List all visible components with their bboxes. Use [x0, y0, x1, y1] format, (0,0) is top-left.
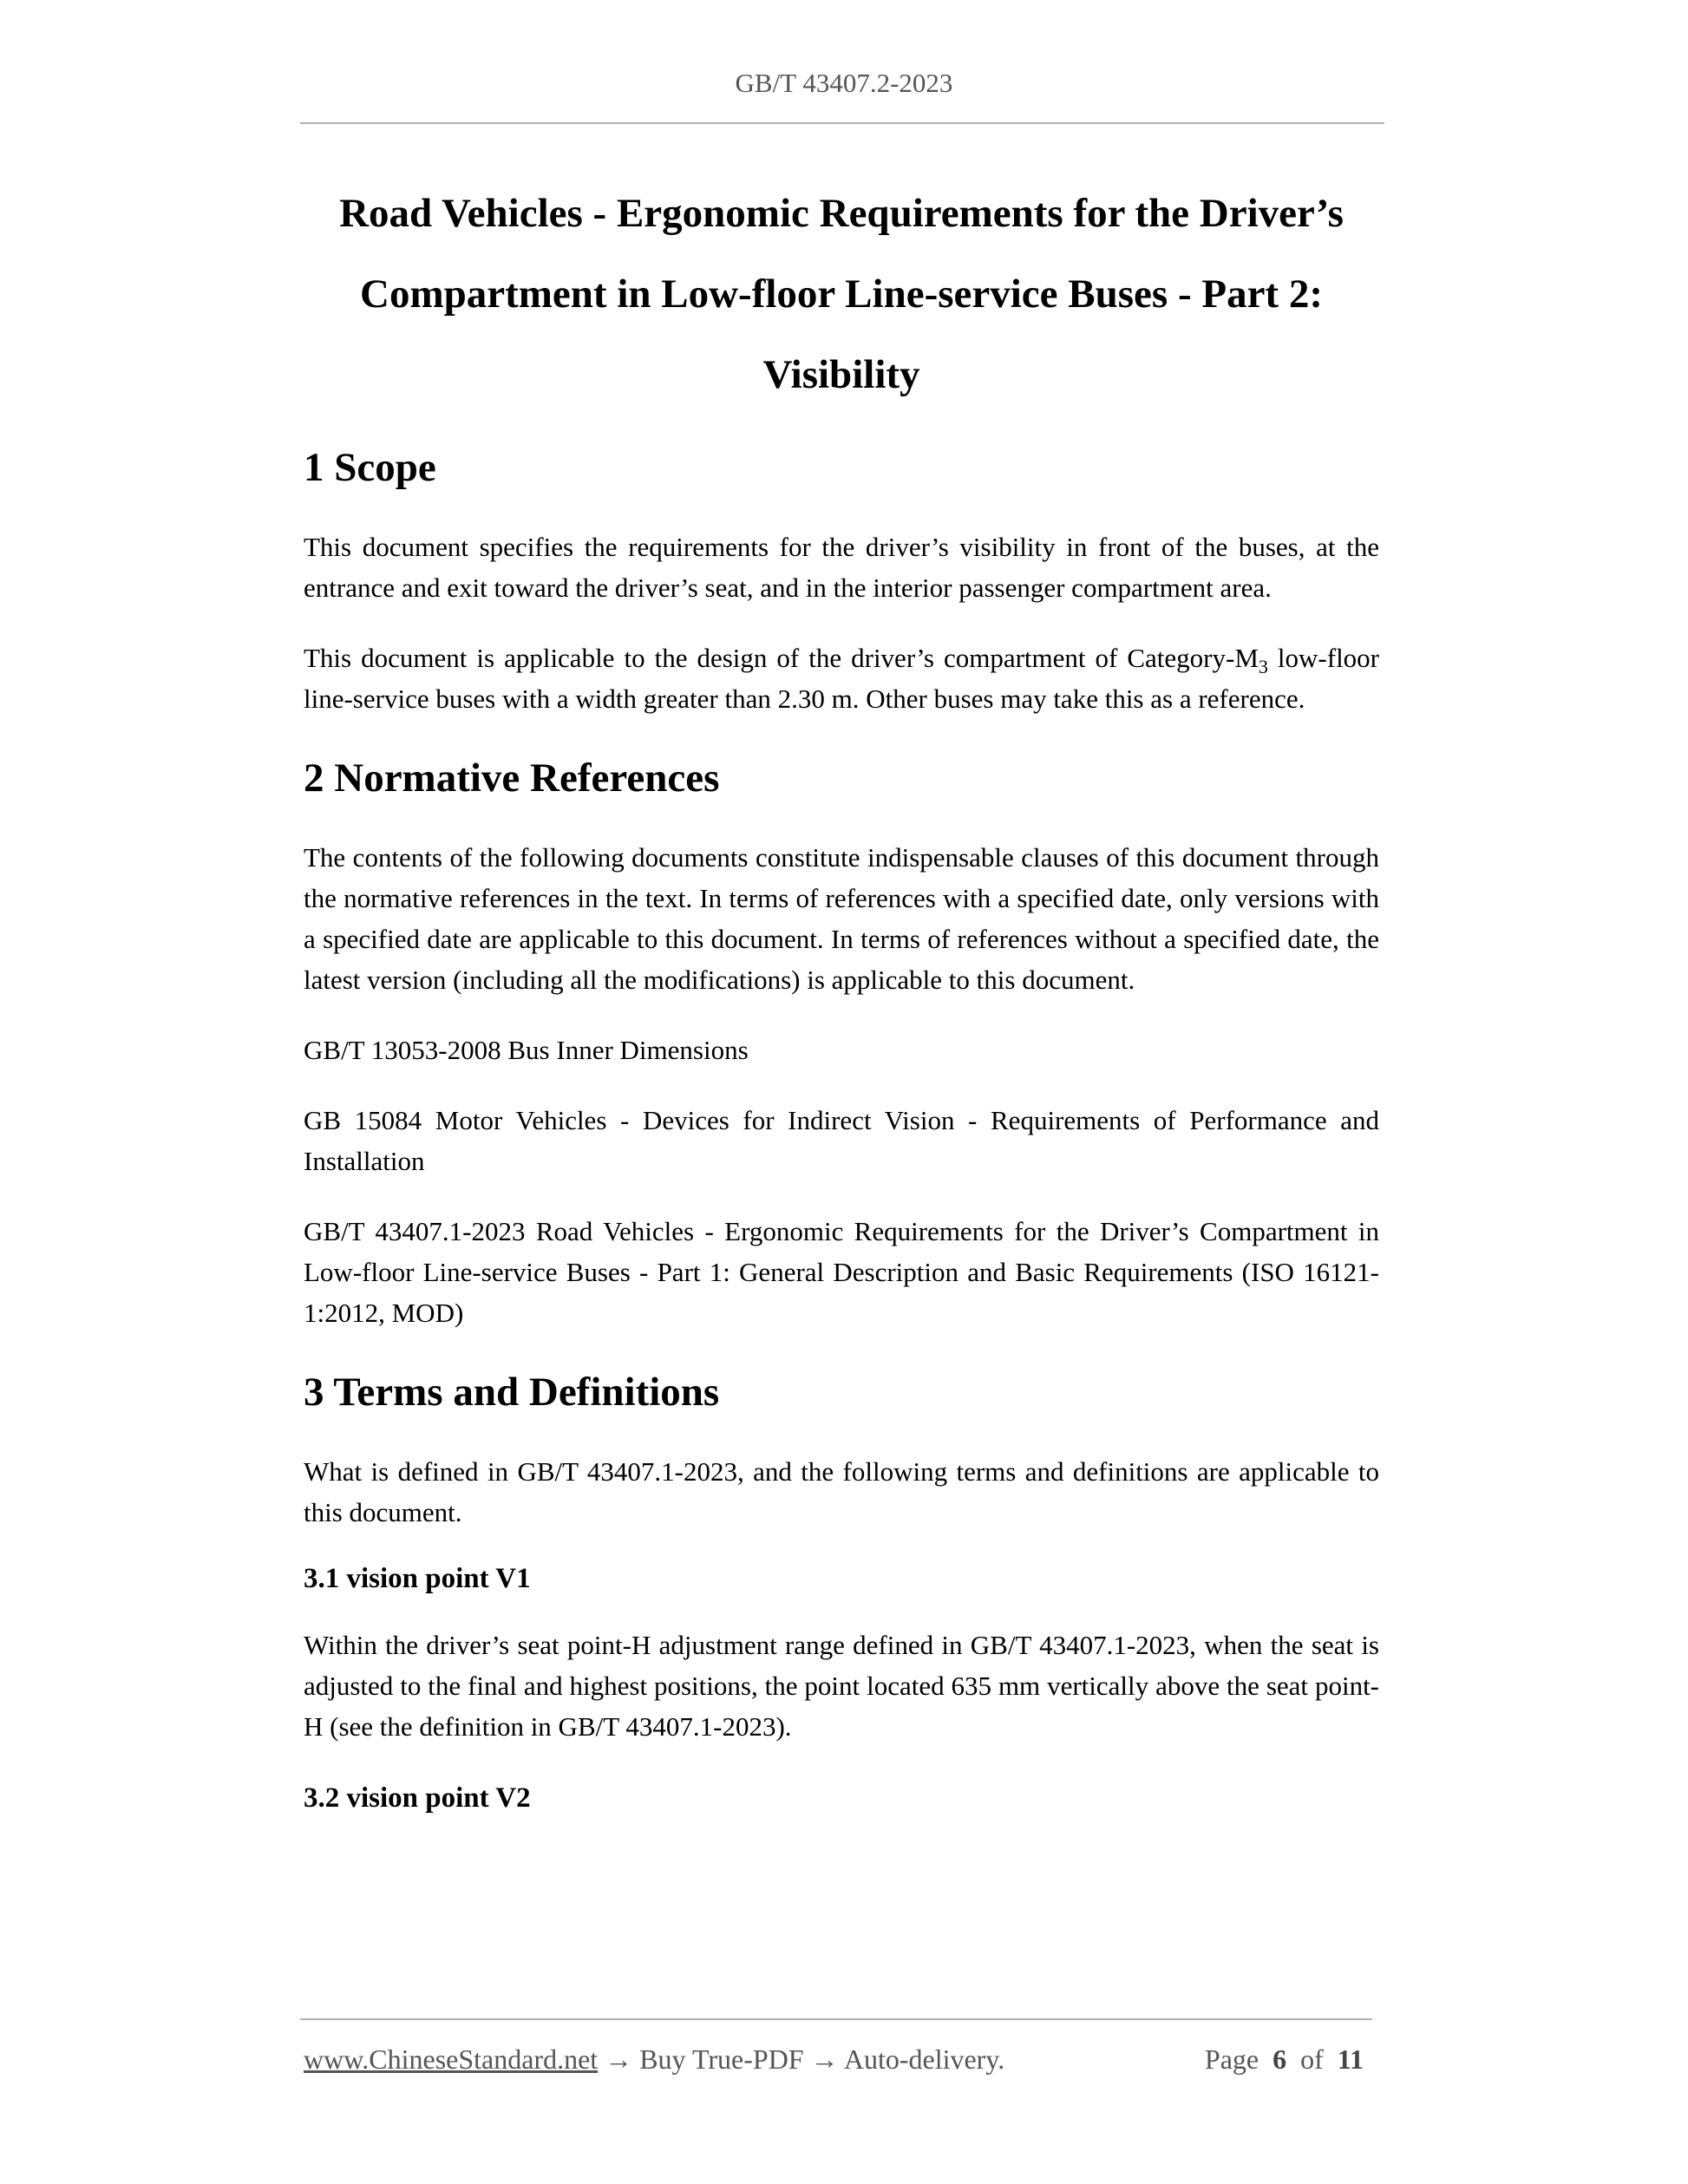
- header-divider: [300, 122, 1384, 124]
- title-line-1: Road Vehicles - Ergonomic Requirements for the Driver’s: [339, 191, 1344, 236]
- title-line-3: Visibility: [762, 352, 920, 397]
- normative-reference-item-1: GB/T 13053-2008 Bus Inner Dimensions: [304, 1035, 749, 1065]
- document-body: [304, 173, 1379, 1818]
- title-line-2: Compartment in Low-floor Line-service Buses - Part 2:: [360, 271, 1323, 317]
- term-heading-vision-point-v2: 3.2 vision point V2: [304, 1782, 531, 1814]
- page-indicator: [1205, 2040, 1364, 2078]
- page-of-label: of: [1300, 2043, 1324, 2075]
- page-header-standard-number: GB/T 43407.2-2023: [735, 68, 953, 98]
- term-heading-vision-point-v1: 3.1 vision point V1: [304, 1563, 531, 1594]
- term-definition-vision-point-v1: Within the driver’s seat point-H adjustment range defined in GB/T 43407.1-2023, when the seat is adjusted to the final and highest positions, the point located 635 mm vertically above the seat point-H (see the definition in GB/T 43407.1-2023).: [304, 1630, 1379, 1742]
- scope-paragraph-2-text-a: This document is applicable to the design of the driver’s compartment of Category-M: [304, 643, 1259, 673]
- scope-paragraph-2: [304, 638, 1379, 719]
- section-heading-normative-references: 2 Normative References: [304, 755, 720, 801]
- section-heading-terms: 3 Terms and Definitions: [304, 1370, 720, 1415]
- section-heading-scope: 1 Scope: [304, 445, 436, 490]
- scope-paragraph-2-text-b: low-floor line-service buses with a width greater than 2.30 m. Other buses may take this as a reference.: [304, 643, 1379, 714]
- auto-delivery-text: Auto-delivery.: [843, 2043, 1005, 2075]
- normative-reference-item-3: GB/T 43407.1-2023 Road Vehicles - Ergonomic Requirements for the Driver’s Compartment in Low-floor Line-service Buses - Part 1: General Description and Basic Requirements (ISO 16121-1:2012, MOD): [304, 1216, 1379, 1328]
- normative-reference-item-2: GB 15084 Motor Vehicles - Devices for Indirect Vision - Requirements of Performance and Installation: [304, 1105, 1379, 1176]
- footer-promo: [304, 2040, 1004, 2078]
- page-current-number: 6: [1273, 2043, 1287, 2075]
- terms-intro: What is defined in GB/T 43407.1-2023, and the following terms and definitions are applicable to this document.: [304, 1456, 1379, 1527]
- normative-references-intro: The contents of the following documents constitute indispensable clauses of this document through the normative references in the text. In terms of references with a specified date, only versions with a specified date are applicable to this document. In terms of references without a specified date, the latest version (including all the modifications) is applicable to this document.: [304, 842, 1379, 995]
- footer-divider: [300, 2018, 1372, 2020]
- chinesestandard-link[interactable]: www.ChineseStandard.net: [304, 2043, 599, 2075]
- document-title: [304, 173, 1379, 415]
- buy-true-pdf-text: Buy True-PDF: [639, 2043, 804, 2075]
- arrow-right-icon: →: [810, 2043, 839, 2075]
- page-label: Page: [1204, 2043, 1259, 2075]
- category-subscript: 3: [1258, 656, 1268, 678]
- scope-paragraph-1: This document specifies the requirements for the driver’s visibility in front of the buses, at the entrance and exit toward the driver’s seat, and in the interior passenger compartment area.: [304, 532, 1379, 603]
- page-total-number: 11: [1337, 2043, 1364, 2075]
- arrow-right-icon: →: [605, 2043, 633, 2075]
